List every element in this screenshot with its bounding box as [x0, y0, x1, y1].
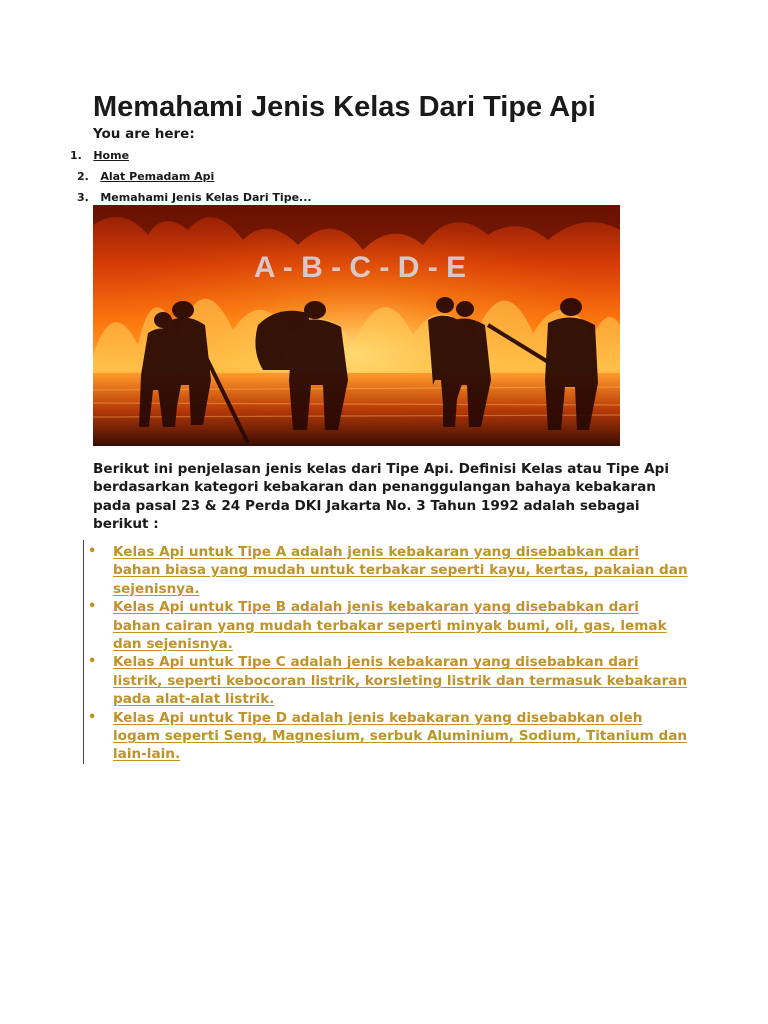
- breadcrumb-item-home: [70, 149, 129, 163]
- breadcrumb-link-home[interactable]: Home: [93, 149, 130, 162]
- bullet-icon: •: [88, 544, 97, 559]
- fire-class-item-b[interactable]: [88, 598, 688, 653]
- page-title: Memahami Jenis Kelas Dari Tipe Api: [93, 91, 596, 123]
- breadcrumb-link-alat-pemadam-api[interactable]: Alat Pemadam Api: [100, 170, 215, 183]
- breadcrumb-number: 3.: [77, 191, 89, 204]
- breadcrumb-item-alat-pemadam-api: [77, 170, 214, 184]
- you-are-here-label: You are here:: [93, 126, 195, 142]
- breadcrumb-number: 2.: [77, 170, 89, 183]
- fire-class-item-d[interactable]: [88, 709, 688, 764]
- hero-overlay-text: A - B - C - D - E: [253, 251, 467, 284]
- fire-class-text-a: Kelas Api untuk Tipe A adalah jenis kebakaran yang disebabkan dari bahan biasa yang mudah untuk terbakar seperti kayu, kertas, pakaian dan sejenisnya.: [113, 544, 688, 597]
- intro-paragraph: Berikut ini penjelasan jenis kelas dari Tipe Api. Definisi Kelas atau Tipe Api berdasarkan kategori kebakaran dan penanggulangan bahaya kebakaran pada pasal 23 & 24 Perda DKI Jakarta No. 3 Tahun 1992 adalah sebagai berikut :: [93, 461, 670, 533]
- bullet-icon: •: [88, 709, 97, 725]
- fire-class-text-b: Kelas Api untuk Tipe B adalah jenis kebakaran yang disebabkan dari bahan cairan yang mudah terbakar seperti minyak bumi, oli, gas, lemak dan sejenisnya.: [113, 599, 667, 653]
- fire-class-text-c: Kelas Api untuk Tipe C adalah jenis kebakaran yang disebabkan dari listrik, seperti kebocoran listrik, korsleting listrik dan termasuk kebakaran pada alat-alat listrik.: [113, 654, 688, 708]
- breadcrumb-current-page: Memahami Jenis Kelas Dari Tipe...: [100, 191, 312, 204]
- bullet-icon: •: [88, 599, 97, 615]
- breadcrumb-number: 1.: [70, 149, 82, 162]
- breadcrumb-item-current: [77, 191, 312, 205]
- fire-class-item-a[interactable]: [88, 543, 688, 598]
- list-left-rule: [83, 540, 84, 764]
- fire-class-item-c[interactable]: [88, 653, 688, 708]
- bullet-icon: •: [88, 654, 97, 670]
- fire-class-text-d: Kelas Api untuk Tipe D adalah jenis kebakaran yang disebabkan oleh logam seperti Seng, Magnesium, serbuk Aluminium, Sodium, Titanium dan lain-lain.: [113, 709, 688, 763]
- firefighters-fire-image: [93, 205, 620, 446]
- fire-class-list: [88, 543, 688, 764]
